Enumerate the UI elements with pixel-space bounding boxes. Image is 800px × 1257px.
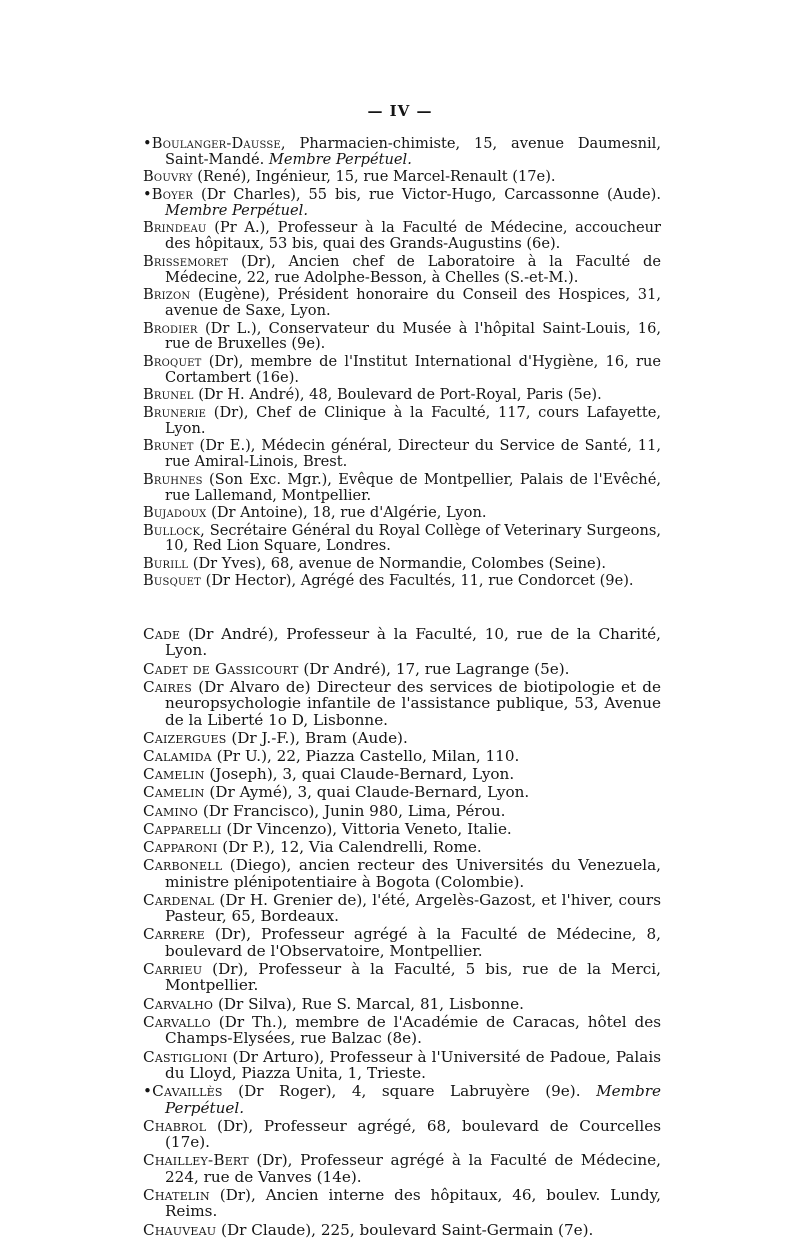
member-name: Chailley-Bert xyxy=(143,1151,249,1170)
member-details: (Dr Yves), 68, avenue de Normandie, Colombes (Seine). xyxy=(188,554,606,572)
member-details: (Dr Charles), 55 bis, rue Victor-Hugo, Carcassonne (Aude). xyxy=(193,185,661,203)
member-name: •Boyer xyxy=(143,185,194,203)
member-name: Cadet de Gassicourt xyxy=(143,659,299,678)
member-details: Secrétaire Général du Royal Collège of Veterinary Surgeons, 10, Red Lion Square, Londres. xyxy=(165,521,661,555)
member-name: Chabrol xyxy=(143,1116,207,1135)
member-entry xyxy=(143,136,661,168)
member-entry xyxy=(143,405,661,437)
member-details: (Dr Silva), Rue S. Marcal, 81, Lisbonne. xyxy=(213,994,524,1013)
member-details: (Dr E.), Médecin général, Directeur du Service de Santé, 11, rue Amiral-Linois, Brest. xyxy=(165,437,661,471)
member-name: Camino xyxy=(143,801,199,820)
member-name: Bouvry xyxy=(143,168,193,186)
member-details: (Dr Alvaro de) Directeur des services de biotipologie et de neuropsychologie infantile de l'assistance publique, 53, Avenue de la Liberté 1o D, Lisbonne. xyxy=(165,677,661,729)
member-details: (Dr P.), 12, Via Calendrelli, Rome. xyxy=(217,838,482,857)
member-entry xyxy=(143,1014,661,1047)
member-name: Bruhnes xyxy=(143,470,203,488)
member-details: (Dr L.), Conservateur du Musée à l'hôpital Saint-Louis, 16, rue de Bruxelles (9e). xyxy=(165,319,661,353)
member-name: Capparoni xyxy=(143,838,218,857)
member-entry xyxy=(143,1187,661,1220)
member-name: •Cavaillès xyxy=(143,1082,223,1101)
member-name: Brunel xyxy=(143,386,194,404)
member-name: Chauveau xyxy=(143,1220,217,1239)
member-name: Brizon xyxy=(143,286,191,304)
member-entry xyxy=(143,321,661,353)
member-name: Brindeau xyxy=(143,219,207,237)
member-entry xyxy=(143,784,661,800)
member-details: (Dr Vincenzo), Vittoria Veneto, Italie. xyxy=(221,819,512,838)
member-details: (Dr), membre de l'Institut International d'Hygiène, 16, rue Cortambert (16e). xyxy=(165,352,661,386)
member-details: (Dr Roger), 4, square Labruyère (9e). xyxy=(222,1082,581,1101)
member-details: (Dr Arturo), Professeur à l'Université de Padoue, Palais du Lloyd, Piazza Unita, 1, Trieste. xyxy=(165,1047,661,1082)
member-name: Brissemoret xyxy=(143,252,229,270)
member-entry xyxy=(143,766,661,782)
member-entry xyxy=(143,287,661,319)
member-entry xyxy=(143,438,661,470)
member-name: Capparelli xyxy=(143,819,222,838)
member-details: (Dr H. Grenier de), l'été, Argelès-Gazost, et l'hiver, cours Pasteur, 65, Bordeaux. xyxy=(165,890,661,926)
member-details: (René), Ingénieur, 15, rue Marcel-Renault (17e). xyxy=(192,168,556,186)
member-entry xyxy=(143,961,661,994)
member-entry xyxy=(143,626,661,659)
member-entry xyxy=(143,1118,661,1151)
member-name: Brunet xyxy=(143,437,194,455)
member-entry xyxy=(143,505,661,521)
member-name: Castiglioni xyxy=(143,1047,228,1066)
member-entry xyxy=(143,523,661,555)
member-details: (Pr U.), 22, Piazza Castello, Milan, 110. xyxy=(211,747,520,766)
member-entry xyxy=(143,573,661,589)
member-name: Calamida xyxy=(143,747,212,766)
member-entry xyxy=(143,472,661,504)
section-b-entries xyxy=(143,136,661,591)
member-entry xyxy=(143,1049,661,1082)
member-entry xyxy=(143,926,661,959)
member-entry xyxy=(143,892,661,925)
member-entry xyxy=(143,354,661,386)
member-details: (Dr J.-F.), Bram (Aude). xyxy=(226,728,408,747)
member-name: Bullock, xyxy=(143,521,205,539)
membership-status: Membre Perpétuel. xyxy=(264,150,412,168)
member-details: (Pr A.), Professeur à la Faculté de Médecine, accoucheur des hôpitaux, 53 bis, quai des Grands-Augustins (6e). xyxy=(165,219,661,253)
member-name: Carbonell xyxy=(143,856,223,875)
member-entry xyxy=(143,679,661,728)
member-name: Camelin xyxy=(143,783,205,802)
member-entry xyxy=(143,387,661,403)
member-details: (Dr), Ancien interne des hôpitaux, 46, boulev. Lundy, Reims. xyxy=(165,1185,661,1221)
member-details: (Dr Antoine), 18, rue d'Algérie, Lyon. xyxy=(206,504,487,522)
member-name: Caires xyxy=(143,677,192,696)
member-name: Busquet xyxy=(143,572,201,590)
member-entry xyxy=(143,1152,661,1185)
member-name: Camelin xyxy=(143,765,205,784)
page-number: — IV — xyxy=(367,102,433,120)
member-entry xyxy=(143,839,661,855)
member-name: Carrere xyxy=(143,925,205,944)
member-name: Bujadoux xyxy=(143,504,207,522)
member-entry xyxy=(143,821,661,837)
member-entry xyxy=(143,996,661,1012)
member-name: •Boulanger-Dausse, xyxy=(143,135,286,152)
membership-status: Membre Perpétuel. xyxy=(165,201,308,219)
member-details: (Dr Francisco), Junin 980, Lima, Pérou. xyxy=(198,801,506,820)
member-name: Chatelin xyxy=(143,1185,210,1204)
member-entry xyxy=(143,661,661,677)
member-name: Burill xyxy=(143,554,189,572)
member-details: (Dr Th.), membre de l'Académie de Caracas, hôtel des Champs-Elysées, rue Balzac (8e). xyxy=(165,1012,661,1048)
member-entry xyxy=(143,730,661,746)
member-details: (Dr Aymé), 3, quai Claude-Bernard, Lyon. xyxy=(204,783,530,802)
member-details: (Dr), Chef de Clinique à la Faculté, 117, cours Lafayette, Lyon. xyxy=(165,403,661,437)
section-c-entries xyxy=(143,626,661,1240)
member-entry xyxy=(143,857,661,890)
member-entry xyxy=(143,748,661,764)
member-details: (Dr H. André), 48, Boulevard de Port-Royal, Paris (5e). xyxy=(193,386,602,404)
member-name: Carvalho xyxy=(143,994,214,1013)
member-entry xyxy=(143,187,661,219)
member-name: Brunerie xyxy=(143,403,207,421)
member-details: (Dr), Professeur à la Faculté, 5 bis, rue de la Merci, Montpellier. xyxy=(165,960,661,995)
member-details: (Dr André), 17, rue Lagrange (5e). xyxy=(298,659,570,678)
member-name: Brodier xyxy=(143,319,198,337)
member-name: Caizergues xyxy=(143,728,227,747)
member-entry xyxy=(143,254,661,286)
member-name: Cade xyxy=(143,625,181,643)
member-entry xyxy=(143,220,661,252)
member-name: Carrieu xyxy=(143,960,203,979)
member-entry xyxy=(143,556,661,572)
member-details: (Dr), Ancien chef de Laboratoire à la Faculté de Médecine, 22, rue Adolphe-Besson, à Chelles (S.-et-M.). xyxy=(165,252,661,286)
member-entry xyxy=(143,1222,661,1238)
member-details: (Dr Claude), 225, boulevard Saint-Germain (7e). xyxy=(216,1220,594,1239)
member-entry xyxy=(143,1083,661,1116)
member-name: Broquet xyxy=(143,352,202,370)
membership-status: Membre Perpétuel. xyxy=(165,1082,661,1117)
member-details: (Son Exc. Mgr.), Evêque de Montpellier, Palais de l'Evêché, rue Lallemand, Montpellier. xyxy=(165,470,661,504)
member-details: (Eugène), Président honoraire du Conseil des Hospices, 31, avenue de Saxe, Lyon. xyxy=(165,286,661,320)
member-details: (Diego), ancien recteur des Universités du Venezuela, ministre plénipotentiaire à Bogota (Colombie). xyxy=(165,856,661,891)
member-entry xyxy=(143,169,661,185)
member-details: (Dr André), Professeur à la Faculté, 10, rue de la Charité, Lyon. xyxy=(165,625,661,660)
member-name: Carvallo xyxy=(143,1012,211,1031)
member-details: (Dr), Professeur agrégé, 68, boulevard de Courcelles (17e). xyxy=(165,1116,661,1152)
member-details: (Joseph), 3, quai Claude-Bernard, Lyon. xyxy=(204,765,515,784)
member-details: (Dr), Professeur agrégé à la Faculté de Médecine, 8, boulevard de l'Observatoire, Montpellier. xyxy=(165,925,661,960)
member-name: Cardenal xyxy=(143,890,215,909)
member-details: (Dr), Professeur agrégé à la Faculté de Médecine, 224, rue de Vanves (14e). xyxy=(165,1151,661,1186)
member-entry xyxy=(143,803,661,819)
member-details: Pharmacien-chimiste, 15, avenue Daumesnil, Saint-Mandé. xyxy=(165,135,661,168)
member-details: (Dr Hector), Agrégé des Facultés, 11, rue Condorcet (9e). xyxy=(201,572,634,590)
